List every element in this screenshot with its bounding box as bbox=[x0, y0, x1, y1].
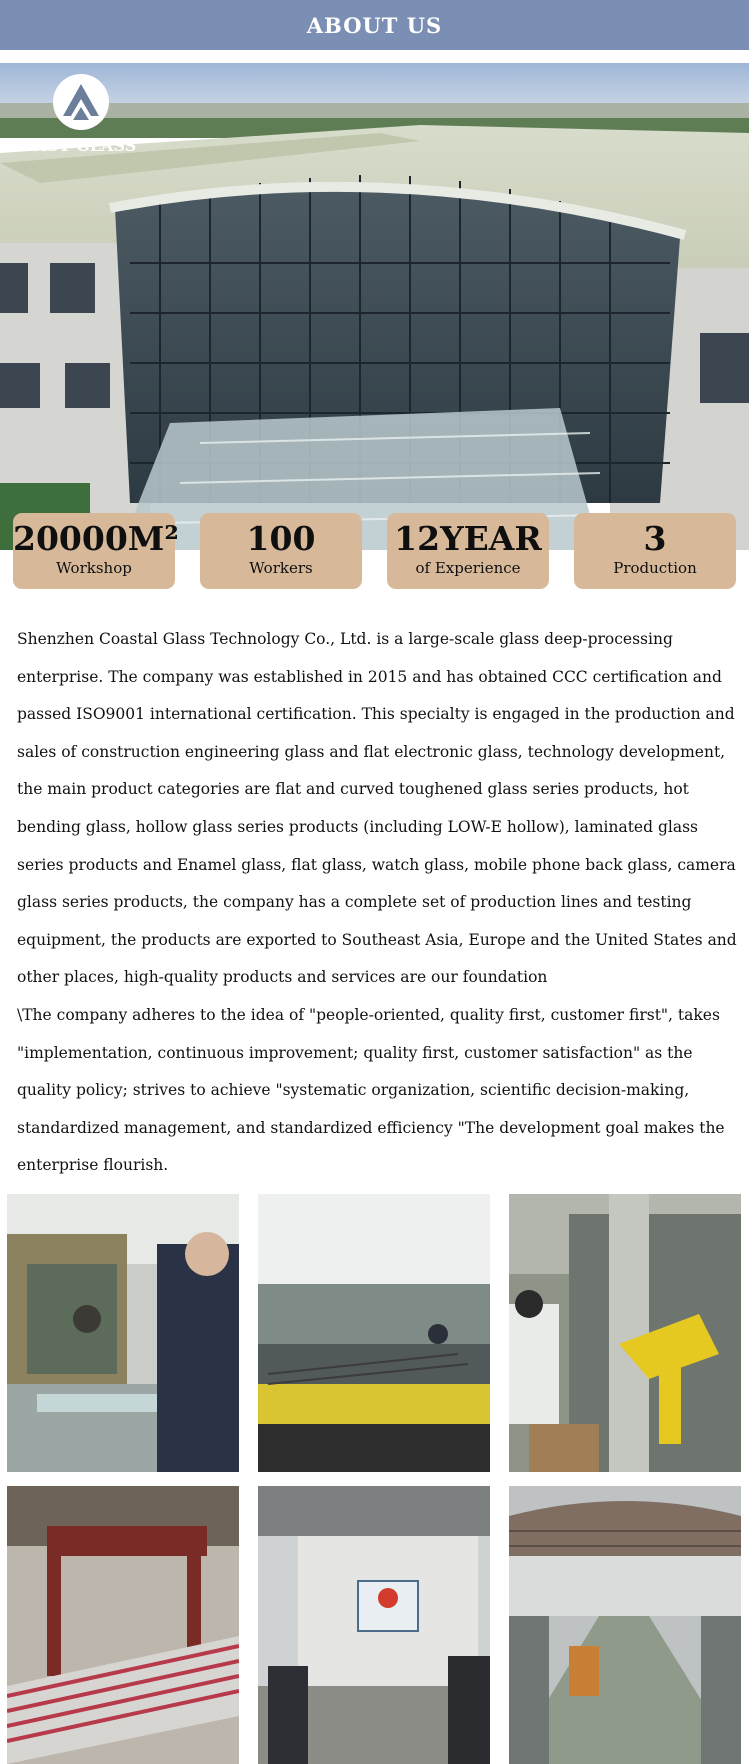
stat-experience bbox=[387, 513, 549, 589]
logo-text: COAST GLASS bbox=[8, 136, 137, 155]
stat-label: of Experience bbox=[415, 559, 521, 577]
photo-clean-room bbox=[258, 1486, 490, 1764]
photo-roller-line bbox=[7, 1486, 239, 1764]
stat-label: Workshop bbox=[56, 559, 132, 577]
photo-factory-hall bbox=[509, 1486, 741, 1764]
company-logo bbox=[8, 74, 148, 154]
stat-workshop bbox=[13, 513, 179, 589]
stat-value: 12YEAR bbox=[394, 519, 542, 558]
logo-mark-icon bbox=[53, 74, 109, 130]
photo-edging-machine bbox=[7, 1194, 239, 1472]
page-title: ABOUT US bbox=[306, 12, 443, 38]
page-header bbox=[0, 0, 749, 50]
stat-value: 3 bbox=[643, 519, 667, 558]
company-description bbox=[17, 621, 742, 1185]
stat-workers bbox=[200, 513, 362, 589]
stat-production bbox=[574, 513, 736, 589]
stat-value: 100 bbox=[246, 519, 316, 558]
stat-label: Production bbox=[613, 559, 697, 577]
photo-lifting-arm bbox=[509, 1194, 741, 1472]
photo-tempering-line bbox=[258, 1194, 490, 1472]
description-paragraph: Shenzhen Coastal Glass Technology Co., Ltd. is a large-scale glass deep-processing enterprise. The company was established in 2015 and has obtained CCC certification and passed ISO9001 international certification. This specialty is engaged in the production and sales of construction engineering glass and flat electronic glass, technology development, the main product categories are flat and curved toughened glass series products, hot bending glass, hollow glass series products (including LOW-E hollow), laminated glass series products and Enamel glass, flat glass, watch glass, mobile phone back glass, camera glass series products, the company has a complete set of production lines and testing equipment, the products are exported to Southeast Asia, Europe and the United States and other places, high-quality products and services are our foundation bbox=[17, 630, 737, 987]
description-paragraph: \The company adheres to the idea of "people-oriented, quality first, customer first", takes "implementation, continuous improvement; quality first, customer satisfaction" as the quality policy; strives to achieve "systematic organization, scientific decision-making, standardized management, and standardized efficiency "The development goal makes the enterprise flourish. bbox=[17, 1005, 725, 1175]
stat-label: Workers bbox=[249, 559, 313, 577]
stat-value: 20000M² bbox=[13, 519, 179, 558]
